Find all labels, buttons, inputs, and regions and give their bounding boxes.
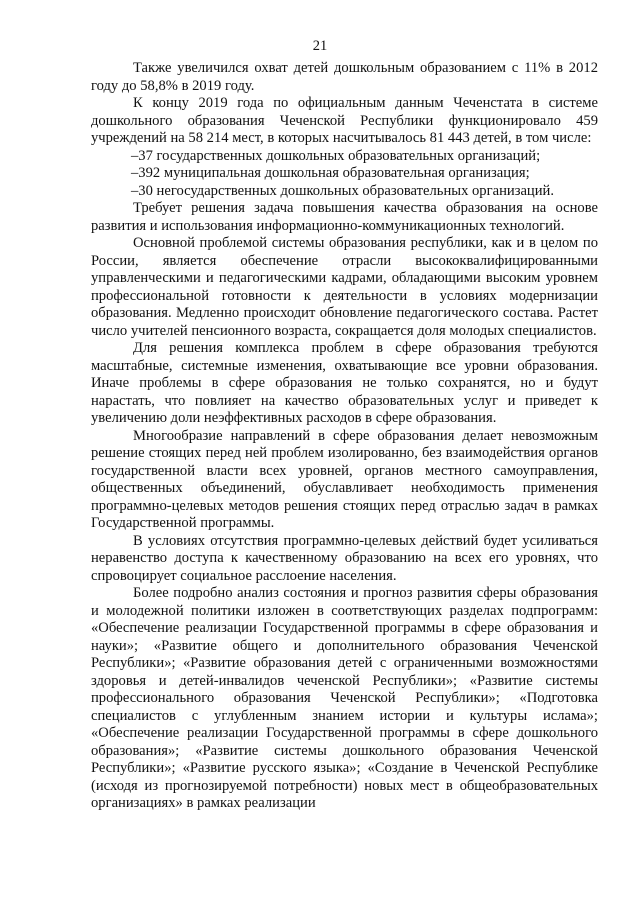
list-item-private-organizations: –30 негосударственных дошкольных образовательных организаций. [131,182,555,199]
paragraph-ict-quality: Требует решения задача повышения качества образования на основе развития и использования информационно-коммуникационных технологий. [91,200,598,234]
page-number: 21 [312,38,328,54]
body-text [91,60,598,813]
paragraph-access-inequality: В условиях отсутствия программно-целевых действий будет усиливаться неравенство доступа к качественному образованию на всех его уровнях, что спровоцирует социальное расслоение населения. [91,532,598,584]
paragraph-program-methods: Многообразие направлений в сфере образования делает невозможным решение стоящих перед ней проблем изолированно, без взаимодействия органов государственной власти всех уровней, органов местного самоуправления, общественных объединений, обуславливает необходимость применения программно-целевых методов решения стоящих перед отраслью задач в рамках Государственной программы. [91,427,598,531]
paragraph-preschool-coverage: Также увеличился охват детей дошкольным образованием с 11% в 2012 году до 58,8% в 2019 году. [91,60,598,94]
paragraph-staffing-problem: Основной проблемой системы образования республики, как и в целом по России, является обеспечение отрасли высококвалифицированными управленческими и педагогическими кадрами, обладающими высоким уровнем профессиональной готовности к деятельности в условиях модернизации образования. Медленно происходит обновление педагогического состава. Растет число учителей пенсионного возраста, сокращается доля молодых специалистов. [91,235,598,339]
paragraph-preschool-statistics: К концу 2019 года по официальным данным Чеченстата в системе дошкольного образования Чеченской Республики функционировало 459 учреждений на 58 214 мест, в которых насчитывалось 81 443 детей, в том числе: [91,95,598,146]
list-item-municipal-organizations: –392 муниципальная дошкольная образовательная организация; [131,165,530,181]
paragraph-subprograms: Более подробно анализ состояния и прогноз развития сферы образования и молодежной политики изложен в соответствующих разделах подпрограмм: «Обеспечение реализации Государственной программы в сфере образования и науки»; «Развитие общего и дополнительного образования Чеченской Республики»; «Развитие образования детей с ограниченными возможностями здоровья и детей-инвалидов чеченской Республики»; «Развитие системы профессионального образования Чеченской Республики»; «Подготовка специалистов с углубленным знанием истории и культуры ислама»; «Обеспечение реализации Государственной программы в сфере дошкольного образования»; «Развитие системы дошкольного образования Чеченской Республики»; «Развитие русского языка»; «Создание в Чеченской Республике (исходя из прогнозируемой потребности) новых мест в общеобразовательных организациях» в рамках реализации [91,585,598,811]
paragraph-systemic-changes: Для решения комплекса проблем в сфере образования требуются масштабные, системные изменения, охватывающие все уровни образования. Иначе проблемы в сфере образования не только сохранятся, но и будут нарастать, что повлияет на качество образовательных услуг и приведет к увеличению доли неэффективных расходов в сфере образования. [91,340,598,426]
list-item-state-organizations: –37 государственных дошкольных образовательных организаций; [131,147,541,164]
